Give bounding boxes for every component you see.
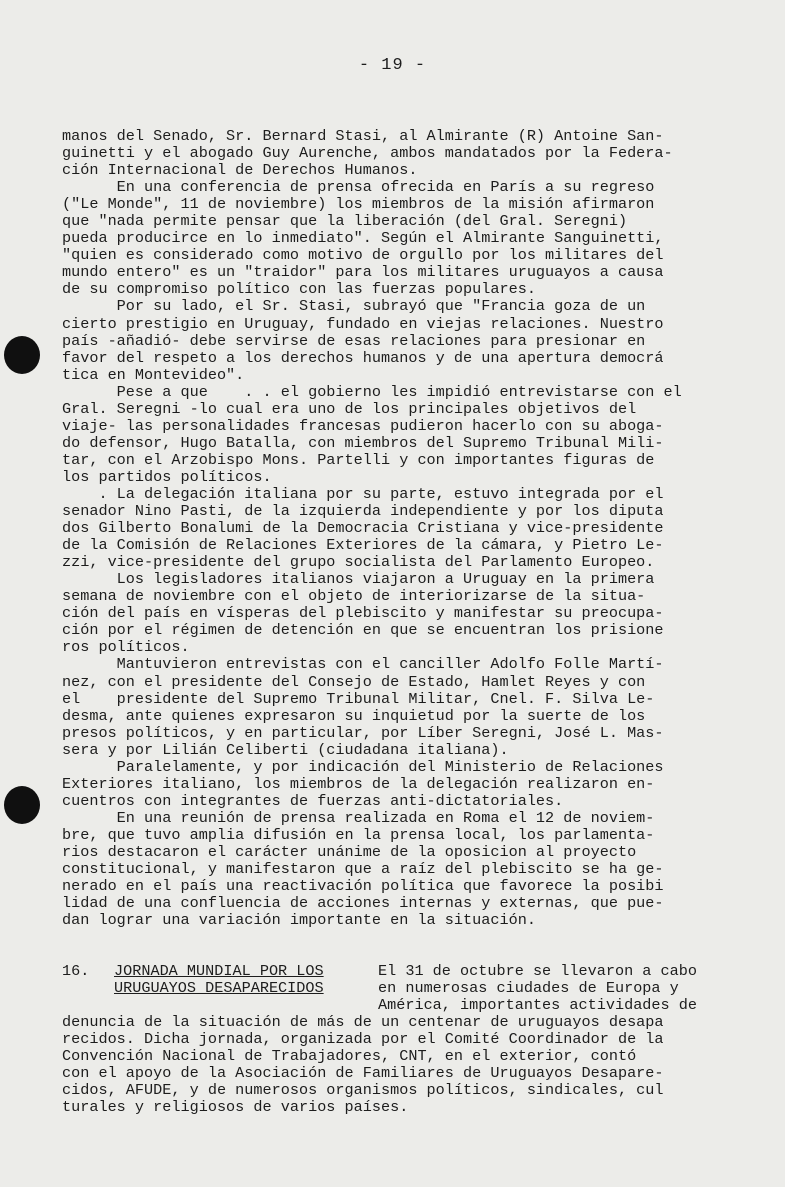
punch-hole-lower — [4, 786, 40, 824]
text-line: manos del Senado, Sr. Bernard Stasi, al Almirante (R) Antoine San- — [62, 127, 664, 145]
text-line: denuncia de la situación de más de un centenar de uruguayos desapa — [62, 1013, 664, 1031]
text-line: de su compromiso político con las fuerzas populares. — [62, 280, 536, 299]
text-line: pueda producirce en lo inmediato". Según el Almirante Sanguinetti, — [62, 229, 664, 248]
text-line: que "nada permite pensar que la liberación (del Gral. Seregni) — [62, 212, 628, 231]
text-line: dan lograr una variación importante en la situación. — [62, 911, 536, 930]
text-line: lidad de una confluencia de acciones internas y externas, que pue- — [62, 894, 664, 913]
section-number: 16. — [62, 962, 90, 980]
text-line: cuentros con integrantes de fuerzas anti-dictatoriales. — [62, 791, 564, 810]
text-line: En una reunión de prensa realizada en Roma el 12 de noviem- — [62, 808, 655, 827]
section-intro — [378, 963, 697, 1014]
section-16 — [62, 963, 752, 1116]
text-line: mundo entero" es un "traidor" para los militares uruguayos a causa — [62, 263, 664, 282]
text-line: Convención Nacional de Trabajadores, CNT, en el exterior, contó — [62, 1047, 637, 1066]
body-text — [62, 128, 752, 929]
text-line: desma, ante quienes expresaron su inquietud por la suerte de los — [62, 706, 646, 725]
text-line: en numerosas ciudades de Europa y — [378, 979, 679, 998]
section-title-line: URUGUAYOS DESAPARECIDOS — [114, 979, 324, 998]
text-line: favor del respeto a los derechos humanos y de una apertura democrá — [62, 348, 664, 367]
text-line: Pese a que . . el gobierno les impidió entrevistarse con el — [62, 382, 682, 401]
text-line: "quien es considerado como motivo de orgullo por los militares del — [62, 246, 664, 265]
text-line: con el apoyo de la Asociación de Familiares de Uruguayos Desapare- — [62, 1064, 664, 1083]
text-line: constitucional, y manifestaron que a raíz del plebiscito se ha ge- — [62, 860, 664, 879]
text-line: ción del país en vísperas del plebiscito y manifestar su preocupa- — [62, 604, 664, 623]
text-line: los partidos políticos. — [62, 467, 272, 486]
text-line: ción Internacional de Derechos Humanos. — [62, 161, 418, 180]
text-line: ción por el régimen de detención en que se encuentran los prisione — [62, 621, 664, 640]
text-line: senador Nino Pasti, de la izquierda independiente y por los diputa — [62, 502, 664, 521]
text-line: bre, que tuvo amplia difusión en la prensa local, los parlamenta- — [62, 825, 655, 844]
text-line: Mantuvieron entrevistas con el canciller Adolfo Folle Martí- — [62, 655, 664, 674]
text-line: viaje- las personalidades francesas pudieron hacerlo con su aboga- — [62, 416, 664, 435]
text-line: de la Comisión de Relaciones Exteriores de la cámara, y Pietro Le- — [62, 536, 664, 555]
text-line: cierto prestigio en Uruguay, fundado en viejas relaciones. Nuestro — [62, 314, 664, 333]
text-line: tar, con el Arzobispo Mons. Partelli y con importantes figuras de — [62, 450, 655, 469]
text-line: turales y religiosos de varios países. — [62, 1098, 409, 1117]
text-line: Por su lado, el Sr. Stasi, subrayó que "Francia goza de un — [62, 297, 646, 316]
section-body — [62, 1014, 752, 1116]
section-title-line: JORNADA MUNDIAL POR LOS — [114, 962, 324, 980]
text-line: sera y por Lilián Celiberti (ciudadana italiana). — [62, 740, 509, 759]
page-number: - 19 - — [358, 56, 427, 75]
text-line: El 31 de octubre se llevaron a cabo — [378, 962, 697, 980]
text-line: dos Gilberto Bonalumi de la Democracia Cristiana y vice-presidente — [62, 519, 664, 538]
text-line: presos políticos, y en particular, por Líber Seregni, José L. Mas- — [62, 723, 664, 742]
text-line: . La delegación italiana por su parte, estuvo integrada por el — [62, 484, 664, 503]
section-title — [114, 963, 324, 997]
text-line: ros políticos. — [62, 638, 190, 657]
text-line: semana de noviembre con el objeto de interiorizarse de la situa- — [62, 587, 646, 606]
text-line: Exteriores italiano, los miembros de la delegación realizaron en- — [62, 774, 655, 793]
text-line: Gral. Seregni -lo cual era uno de los principales objetivos del — [62, 399, 637, 418]
text-line: América, importantes actividades de — [378, 996, 697, 1015]
text-line: Los legisladores italianos viajaron a Uruguay en la primera — [62, 570, 655, 589]
text-line: nez, con el presidente del Consejo de Estado, Hamlet Reyes y con — [62, 672, 646, 691]
text-line: Paralelamente, y por indicación del Ministerio de Relaciones — [62, 757, 664, 776]
text-line: tica en Montevideo". — [62, 365, 245, 384]
text-line: do defensor, Hugo Batalla, con miembros del Supremo Tribunal Mili- — [62, 433, 664, 452]
text-line: recidos. Dicha jornada, organizada por el Comité Coordinador de la — [62, 1030, 664, 1049]
text-line: nerado en el país una reactivación política que favorece la posibi — [62, 877, 664, 896]
text-line: cidos, AFUDE, y de numerosos organismos políticos, sindicales, cul — [62, 1081, 664, 1100]
text-line: zzi, vice-presidente del grupo socialista del Parlamento Europeo. — [62, 553, 655, 572]
text-line: el presidente del Supremo Tribunal Militar, Cnel. F. Silva Le- — [62, 689, 655, 708]
text-line: guinetti y el abogado Guy Aurenche, ambos mandatados por la Federa- — [62, 144, 673, 163]
section-heading — [62, 963, 752, 1014]
text-line: ("Le Monde", 11 de noviembre) los miembros de la misión afirmaron — [62, 195, 655, 214]
text-line: rios destacaron el carácter unánime de la oposicion al proyecto — [62, 842, 637, 861]
text-line: En una conferencia de prensa ofrecida en París a su regreso — [62, 178, 655, 197]
punch-hole-upper — [4, 336, 40, 374]
text-line: país -añadió- debe servirse de esas relaciones para presionar en — [62, 331, 646, 350]
